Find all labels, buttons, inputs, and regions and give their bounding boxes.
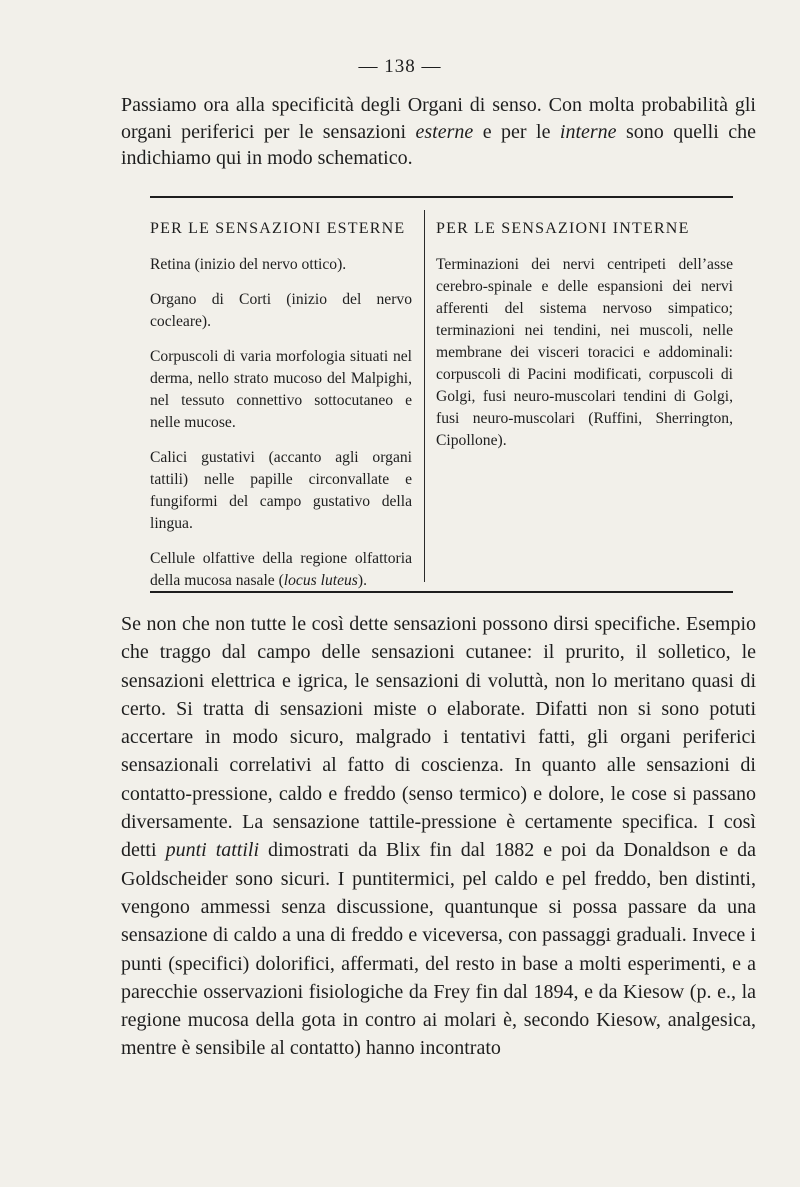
- intro-text-3: sono quelli che indichiamo qui in modo schematico.: [121, 120, 756, 169]
- intro-text-2: e per le: [473, 120, 560, 143]
- column-divider: [424, 210, 425, 582]
- organ-entry-corti: Organo di Corti (inizio del nervo cocleare).: [150, 291, 412, 330]
- external-sensations-column: [150, 218, 412, 605]
- olfattive-tail: ).: [357, 572, 367, 589]
- page-number: — 138 —: [358, 56, 442, 77]
- organ-entry-retina: Retina (inizio del nervo ottico).: [150, 256, 347, 273]
- organ-entry-corpuscoli: Corpuscoli di varia morfologia situati nel derma, nello strato mucoso del Malpighi, nel tessuto connettivo sottocutaneo e nelle mucose.: [150, 348, 412, 431]
- organ-entry-terminazioni: Terminazioni dei nervi centripeti dell’asse cerebro-spinale e delle espansioni dei nervi afferenti del sistema nervoso simpatico; terminazioni nei tendini, nei muscoli, nelle membrane dei visceri toracici e addominali: corpuscoli di Pacini modificati, corpuscoli di Golgi, fusi neuro-muscolari tendini di Golgi, fusi neuro-muscolari (Ruffini, Sherrington, Cipollone).: [436, 256, 733, 449]
- external-sensations-heading: PER LE SENSAZIONI ESTERNE: [150, 220, 406, 237]
- intro-text-1: Passiamo ora alla specificità degli Organi di senso. Con molta probabilità gli organi periferici per le sensazioni: [121, 94, 756, 143]
- intro-emphasis-interne: interne: [559, 120, 617, 143]
- olfattive-text: Cellule olfattive della regione olfattoria della mucosa nasale (: [150, 550, 412, 589]
- intro-emphasis-esterne: esterne: [415, 120, 474, 143]
- body-paragraph: [121, 610, 756, 1063]
- body-text-1: Se non che non tutte le così dette sensazioni possono dirsi specifiche. Esempio che traggo dal campo delle sensazioni cutanee: il prurito, il solletico, le sensazioni elettrica e igrica, le sensazioni di voluttà, non lo meritano quasi di certo. Si tratta di sensazioni miste o elaborate. Difatti non si sono potuti accertare in modo sicuro, malgrado i tentativi fatti, gli organi periferici sensazionali correlativi al fatto di coscienza. In quanto alle sensazioni di contatto-pressione, caldo e freddo (senso termico) e dolore, le cose si passano diversamente. La sensazione tattile-pressione è certamente specifica. I così detti: [121, 613, 756, 862]
- internal-sensations-heading: PER LE SENSAZIONI INTERNE: [436, 220, 690, 237]
- olfattive-emphasis: locus luteus: [283, 572, 358, 589]
- organ-entry-olfattive: [150, 548, 412, 592]
- body-text-2: dimostrati da Blix fin dal 1882 e poi da Donaldson e da Goldscheider sono sicuri. I puntitermici, pel caldo e pel freddo, ben distinti, vengono ammessi senza discussione, quantunque si possa passare da una sensazione di caldo a una di freddo e viceversa, con passaggi graduali. Invece i punti (specifici) dolorifici, affermati, del resto in base a molti esperimenti, e a parecchie osservazioni fisiologiche da Frey fin dal 1894, e da Kiesow (p. e., la regione mucosa della gota in contro ai molari è, secondo Kiesow, analgesica, mentre è sensibile al contatto) hanno incontrato: [121, 839, 757, 1060]
- internal-sensations-column: [436, 218, 733, 465]
- intro-paragraph: [121, 92, 756, 172]
- organ-entry-calici: Calici gustativi (accanto agli organi tattili) nelle papille circonvallate e fungiformi del campo gustativo della lingua.: [150, 449, 412, 532]
- table-bottom-rule: [150, 591, 733, 593]
- body-emphasis-punti-tattili: punti tattili: [165, 839, 260, 862]
- table-top-rule: [150, 196, 733, 198]
